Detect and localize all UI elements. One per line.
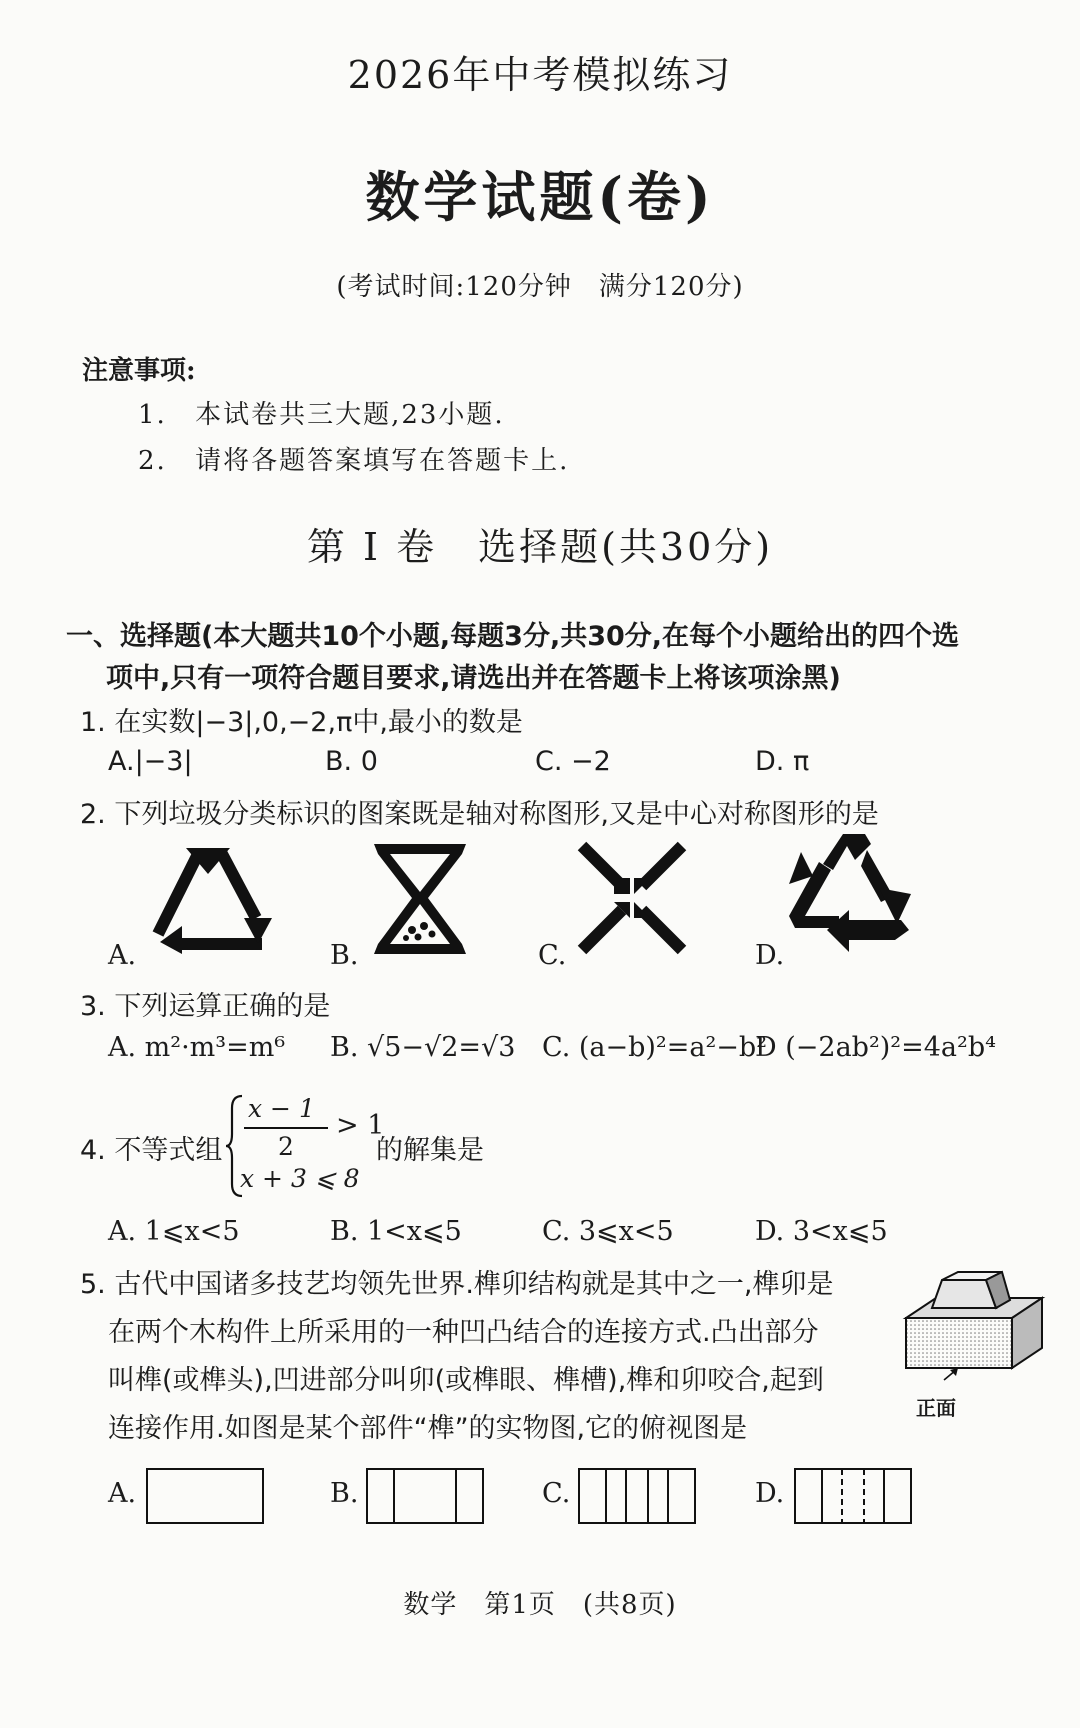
question-5-option-a-label: A.: [108, 1478, 137, 1509]
question-3-option-a: A. m²·m³=m⁶: [108, 1032, 286, 1063]
exam-info: (考试时间:120分钟 满分120分): [336, 272, 744, 302]
front-view-label: 正面: [916, 1396, 956, 1420]
question-3-stem: 3. 下列运算正确的是: [80, 991, 331, 1022]
recycle-arrows-icon: [785, 830, 915, 958]
question-1-option-d: D. π: [755, 746, 810, 777]
question-1-option-c: C. −2: [535, 746, 611, 777]
question-4-option-b: B. 1<x⩽5: [330, 1216, 462, 1247]
notes-heading: 注意事项:: [82, 356, 196, 386]
part1-instruction-line1: 一、选择题(本大题共10个小题,每题3分,共30分,在每个小题给出的四个选: [66, 621, 960, 652]
top-view-option-d: [794, 1468, 912, 1524]
recycle-triangle-icon: [150, 846, 275, 956]
exam-subtitle: 2026年中考模拟练习: [347, 53, 733, 97]
inequality-2: x + 3 ⩽ 8: [240, 1164, 360, 1193]
question-1-stem: 1. 在实数|−3|,0,−2,π中,最小的数是: [80, 707, 523, 738]
top-view-option-a: [146, 1468, 264, 1524]
note-number: 1.: [138, 400, 167, 430]
question-4-option-d: D. 3<x⩽5: [755, 1216, 888, 1247]
question-3-option-b: B. √5−√2=√3: [330, 1032, 516, 1063]
question-2-option-a-label: A.: [108, 940, 137, 971]
question-2-option-c-label: C.: [538, 940, 567, 971]
hourglass-icon: [370, 840, 470, 958]
question-2-option-d-label: D.: [755, 940, 785, 971]
question-2-stem: 2. 下列垃圾分类标识的图案既是轴对称图形,又是中心对称图形的是: [80, 799, 879, 830]
note-text: 请将各题答案填写在答题卡上.: [195, 446, 570, 476]
note-text: 本试卷共三大题,23小题.: [195, 400, 505, 430]
note-item-2: [138, 440, 569, 477]
note-number: 2.: [138, 446, 167, 476]
question-5-option-b-label: B.: [330, 1478, 359, 1509]
top-view-option-b: [366, 1468, 484, 1524]
question-5-line-3: 叫榫(或榫头),凹进部分叫卯(或榫眼、榫槽),榫和卯咬合,起到: [108, 1365, 824, 1396]
top-view-option-c: [578, 1468, 696, 1524]
question-5-option-d-label: D.: [755, 1478, 785, 1509]
fraction-bar: [244, 1127, 328, 1129]
tenon-figure: [902, 1268, 1062, 1388]
note-item-1: [138, 394, 505, 431]
question-2-option-b-label: B.: [330, 940, 359, 971]
question-3-option-d: D (−2ab²)²=4a²b⁴: [755, 1032, 996, 1063]
question-1-option-b: B. 0: [325, 746, 378, 777]
question-4-option-a: A. 1⩽x<5: [108, 1216, 240, 1247]
page-footer: 数学 第1页 (共8页): [403, 1590, 677, 1620]
question-3-option-c: C. (a−b)²=a²−b²: [542, 1032, 768, 1063]
question-5-line-2: 在两个木构件上所采用的一种凹凸结合的连接方式.凸出部分: [108, 1317, 819, 1348]
question-1-option-a: A.|−3|: [108, 746, 193, 777]
inequality-1-relation: > 1: [336, 1110, 385, 1141]
part1-instruction-line2: 项中,只有一项符合题目要求,请选出并在答题卡上将该项涂黑): [106, 663, 841, 694]
four-arrows-icon: [578, 842, 686, 954]
question-4-stem-suffix: 的解集是: [376, 1135, 484, 1166]
question-4-stem-prefix: 4. 不等式组: [80, 1135, 223, 1166]
section-title: 第 I 卷 选择题(共30分): [306, 525, 774, 569]
question-4-option-c: C. 3⩽x<5: [542, 1216, 674, 1247]
inequality-1-numerator: x − 1: [248, 1094, 315, 1123]
question-5-line-4: 连接作用.如图是某个部件“榫”的实物图,它的俯视图是: [108, 1413, 748, 1444]
question-5-line-1: 5. 古代中国诸多技艺均领先世界.榫卯结构就是其中之一,榫卯是: [80, 1269, 834, 1300]
question-5-option-c-label: C.: [542, 1478, 571, 1509]
page-title: 数学试题(卷): [365, 165, 715, 229]
inequality-1-denominator: 2: [278, 1132, 294, 1161]
